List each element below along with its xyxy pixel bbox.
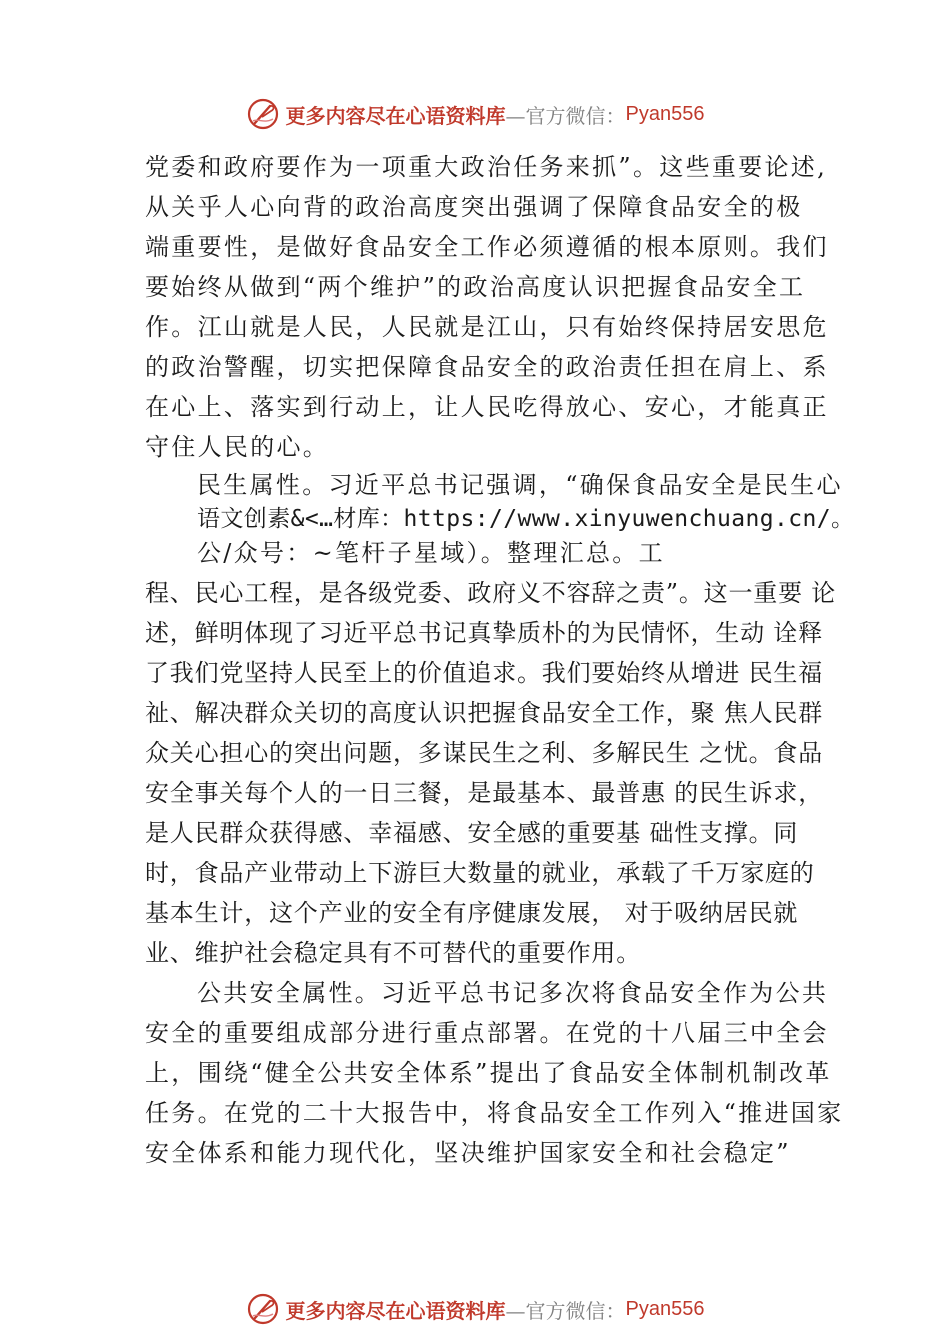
- brand-text: 更多内容尽在心语资料库: [285, 103, 506, 128]
- text-line: 述，鲜明体现了习近平总书记真挚质朴的为民情怀，生动 诠释: [145, 619, 824, 647]
- text-line: 公共安全属性。习近平总书记多次将食品安全作为公共: [197, 979, 829, 1007]
- text-line: 时，食品产业带动上下游巨大数量的就业，承载了千万家庭的: [145, 859, 815, 887]
- text-line: 从关乎人心向背的政治高度突出强调了保障食品安全的极: [145, 193, 803, 221]
- quill-pen-circle-logo-icon: [246, 97, 280, 131]
- text-line: 基本生计，这个产业的安全有序健康发展， 对于吸纳居民就: [145, 899, 799, 927]
- text-line: 安全事关每个人的一日三餐，是最基本、最普惠 的民生诉求，: [145, 779, 824, 807]
- text-line: 党委和政府要作为一项重大政治任务来抓”。这些重要论述,: [145, 153, 827, 181]
- text-line: 安全体系和能力现代化，坚决维护国家安全和社会稳定”: [145, 1139, 791, 1167]
- header-banner: [0, 94, 950, 134]
- text-line: 民生属性。习近平总书记强调，“确保食品安全是民生心: [197, 471, 843, 499]
- wechat-id: Pyan556: [625, 102, 705, 125]
- text-line: 在心上、落实到行动上，让人民吃得放心、安心，才能真正: [145, 393, 829, 421]
- quill-pen-circle-logo-icon: [246, 1292, 280, 1326]
- text-line: 公/众号：~笔杆子星域）。整理汇总。工: [197, 539, 665, 567]
- text-line: 上，围绕“健全公共安全体系”提出了食品安全体制机制改革: [145, 1059, 832, 1087]
- wechat-id: Pyan556: [625, 1297, 705, 1320]
- text-line: 安全的重要组成部分进行重点部署。在党的十八届三中全会: [145, 1019, 829, 1047]
- text-line: 语文创素&<…材库：https://www.xinyuwenchuang.cn/。: [197, 506, 855, 532]
- text-line: 任务。在党的二十大报告中，将食品安全工作列入“推进国家: [145, 1099, 844, 1127]
- footer-banner: [0, 1289, 950, 1329]
- separator-text: —官方微信：: [505, 103, 626, 128]
- text-line: 守住人民的心。: [145, 433, 330, 461]
- text-line: 祉、解决群众关切的高度认识把握食品安全工作，聚 焦人民群: [145, 699, 824, 727]
- text-line: 端重要性，是做好食品安全工作必须遵循的根本原则。我们: [145, 233, 829, 261]
- separator-text: —官方微信：: [505, 1298, 626, 1323]
- text-line: 是人民群众获得感、幸福感、安全感的重要基 础性支撑。同: [145, 819, 799, 847]
- text-line: 众关心担心的突出问题，多谋民生之利、多解民生 之忧。食品: [145, 739, 824, 767]
- text-line: 的政治警醒，切实把保障食品安全的政治责任担在肩上、系: [145, 353, 829, 381]
- brand-text: 更多内容尽在心语资料库: [285, 1298, 506, 1323]
- text-line: 要始终从做到“两个维护”的政治高度认识把握食品安全工: [145, 273, 806, 301]
- text-line: 业、维护社会稳定具有不可替代的重要作用。: [145, 939, 641, 967]
- text-line: 了我们党坚持人民至上的价值追求。我们要始终从增进 民生福: [145, 659, 824, 687]
- text-line: 程、民心工程，是各级党委、政府义不容辞之责”。这一重要 论: [145, 579, 837, 607]
- text-line: 作。江山就是人民，人民就是江山，只有始终保持居安思危: [145, 313, 829, 341]
